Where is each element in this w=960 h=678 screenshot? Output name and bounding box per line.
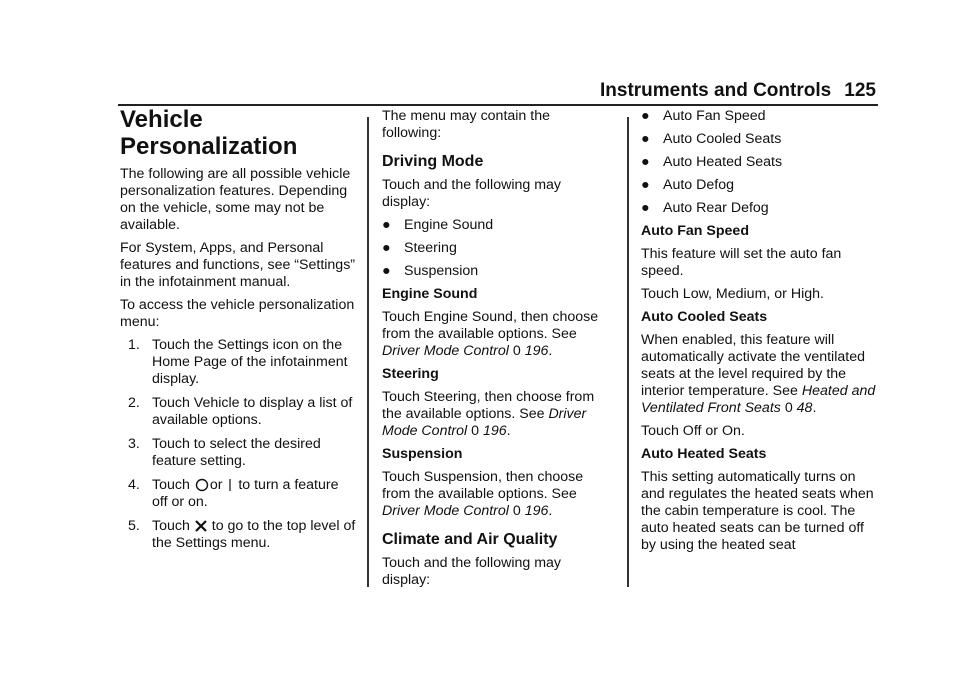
cross-reference-link[interactable]: Driver Mode Control [382, 406, 587, 439]
section-heading: Vehicle Personalization [120, 106, 298, 160]
cross-reference-link[interactable]: Driver Mode Control [382, 503, 509, 519]
list-item: ● Auto Cooled Seats [641, 131, 782, 147]
column-divider [627, 117, 629, 587]
column-divider [367, 117, 369, 587]
engine-sound-heading: Engine Sound [382, 286, 478, 302]
page-number: 125 [844, 80, 876, 101]
auto-cooled-seats-text: When enabled, this feature will automatically activate the ventilated seats at the level required by the interior temperature. See Heated and Ventilated Front Seats 0 48. [641, 332, 876, 416]
auto-fan-speed-heading: Auto Fan Speed [641, 223, 749, 239]
toggle-on-icon [227, 478, 233, 492]
auto-cooled-seats-heading: Auto Cooled Seats [641, 309, 768, 325]
list-item: 2. Touch Vehicle to display a list of available options. [128, 395, 353, 428]
list-item: 3. Touch to select the desired feature setting. [128, 436, 321, 469]
close-icon [195, 520, 207, 532]
steering-text: Touch Steering, then choose from the available options. See Driver Mode Control 0 196. [382, 389, 595, 439]
auto-heated-seats-text: This setting automatically turns on and regulates the heated seats when the cabin temperature is cool. The auto heated seats can be turned off by using the heated seat [641, 469, 874, 553]
engine-sound-text: Touch Engine Sound, then choose from the available options. See Driver Mode Control 0 196. [382, 309, 599, 359]
list-item: ● Suspension [382, 263, 479, 279]
list-item: 1. Touch the Settings icon on the Home Page of the infotainment display. [128, 337, 348, 387]
page-header [600, 80, 876, 102]
list-item: ● Auto Fan Speed [641, 108, 766, 124]
driving-mode-intro: Touch and the following may display: [382, 177, 562, 210]
auto-fan-speed-text: This feature will set the auto fan speed. [641, 246, 842, 279]
cross-reference-link[interactable]: Driver Mode Control [382, 343, 509, 359]
list-item: ● Steering [382, 240, 457, 256]
climate-intro: Touch and the following may display: [382, 555, 562, 588]
list-item: ● Auto Rear Defog [641, 200, 769, 216]
toggle-off-icon [195, 478, 209, 492]
system-note: For System, Apps, and Personal features and functions, see “Settings” in the infotainment manual. [120, 240, 356, 290]
section-title: Instruments and Controls [600, 80, 832, 101]
menu-intro: The menu may contain the following: [382, 108, 550, 141]
list-item: 4. Touch or to turn a feature off or on. [128, 477, 339, 510]
column-2 [382, 108, 612, 595]
list-item: 5. Touch to go to the top level of the Settings menu. [128, 518, 356, 551]
list-item: ● Engine Sound [382, 217, 494, 233]
column-1 [120, 106, 356, 559]
list-item: ● Auto Defog [641, 177, 734, 193]
suspension-text: Touch Suspension, then choose from the available options. See Driver Mode Control 0 196. [382, 469, 584, 519]
driving-mode-heading: Driving Mode [382, 153, 484, 170]
access-paragraph: To access the vehicle personalization menu: [120, 297, 355, 330]
intro-paragraph: The following are all possible vehicle personalization features. Depending on the vehicle, some may not be available. [120, 166, 351, 233]
auto-cooled-seats-options: Touch Off or On. [641, 423, 745, 439]
suspension-heading: Suspension [382, 446, 463, 462]
auto-fan-speed-options: Touch Low, Medium, or High. [641, 286, 824, 302]
climate-heading: Climate and Air Quality [382, 531, 558, 548]
auto-heated-seats-heading: Auto Heated Seats [641, 446, 767, 462]
column-3 [641, 108, 879, 560]
cross-reference-link[interactable]: Heated and Ventilated Front Seats [641, 383, 876, 416]
steps-list [128, 337, 356, 552]
steering-heading: Steering [382, 366, 439, 382]
list-item: ● Auto Heated Seats [641, 154, 783, 170]
